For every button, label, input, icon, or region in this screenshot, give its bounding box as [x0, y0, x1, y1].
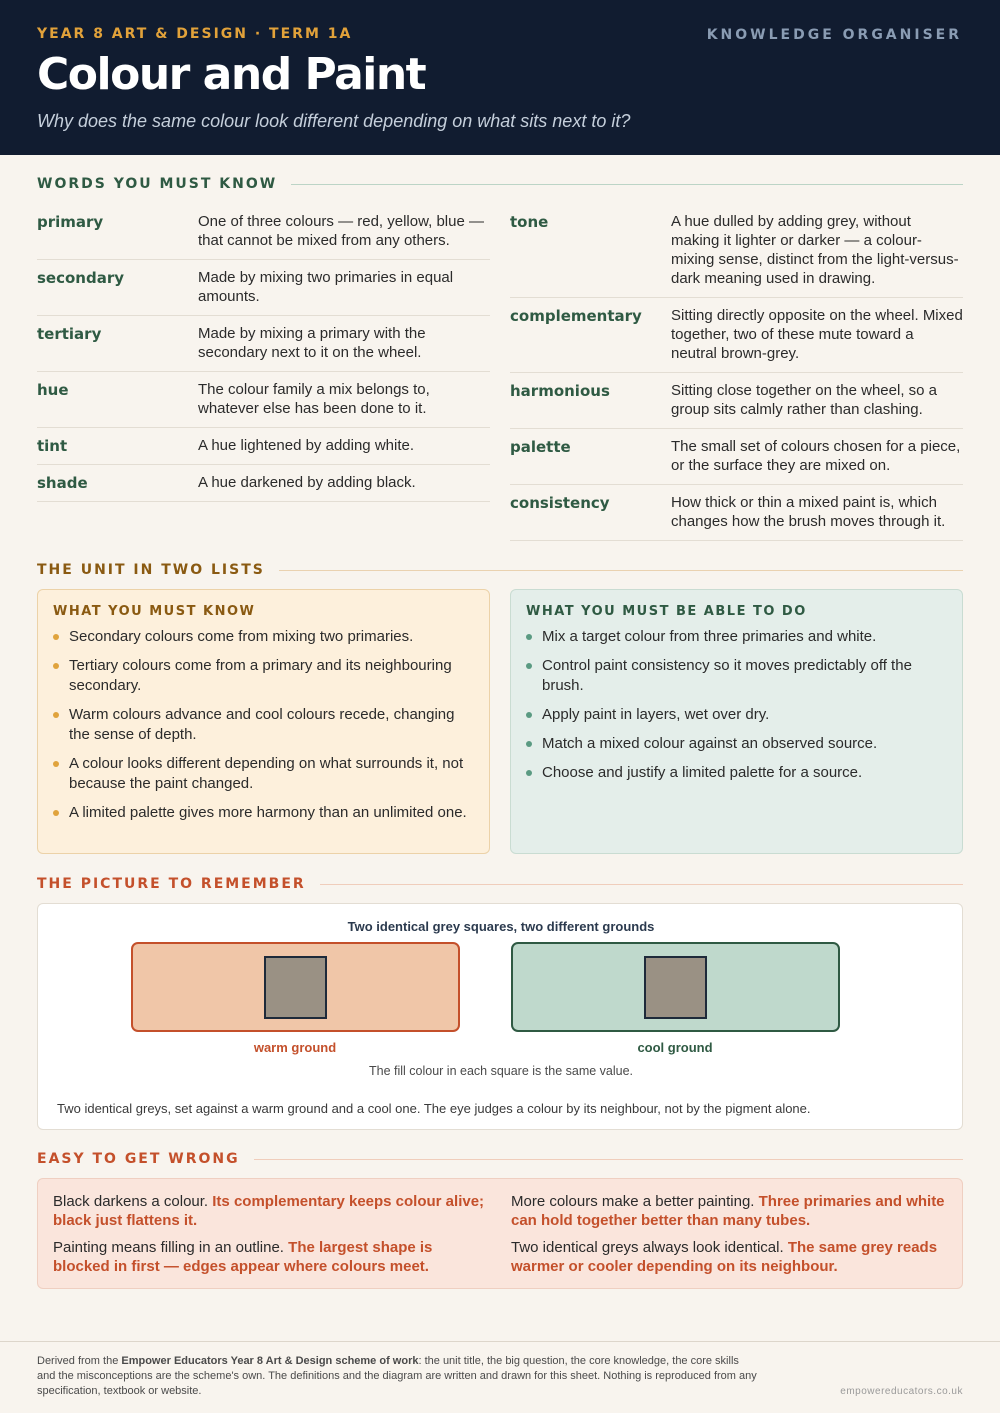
vocab-row	[37, 316, 490, 372]
misconception	[53, 1238, 493, 1276]
vocab-definition: Made by mixing two primaries in equal amounts.	[198, 269, 454, 305]
vocab-definition: Made by mixing a primary with the secondary next to it on the wheel.	[198, 325, 426, 361]
misconception	[53, 1192, 493, 1230]
vocab-term: tertiary	[37, 325, 102, 343]
vocab-term: secondary	[37, 269, 125, 287]
know-list	[53, 627, 474, 823]
vocab-row	[37, 260, 490, 316]
section-title-vocab	[37, 176, 963, 192]
vocab-definition: Sitting directly opposite on the wheel. Mixed together, two of these mute toward a neutral brown-grey.	[671, 307, 963, 362]
vocab-definition: The colour family a mix belongs to, whatever else has been done to it.	[198, 381, 430, 417]
list-item: Match a mixed colour against an observed source.	[526, 734, 947, 754]
grey-squares-diagram	[38, 904, 964, 1131]
section-title-lists-text: THE UNIT IN TWO LISTS	[37, 562, 265, 578]
list-item: A colour looks different depending on what surrounds it, not because the paint changed.	[53, 754, 474, 794]
vocab-definition: One of three colours — red, yellow, blue — that cannot be mixed from any others.	[198, 213, 484, 249]
list-item: Secondary colours come from mixing two primaries.	[53, 627, 474, 647]
do-box	[510, 589, 963, 854]
vocab-term: tint	[37, 437, 68, 455]
misconception-fix: Three primaries and white can hold together better than many tubes.	[511, 1193, 945, 1229]
vocab-left-column	[37, 204, 490, 502]
know-box	[37, 589, 490, 854]
list-item: Control paint consistency so it moves predictably off the brush.	[526, 656, 947, 696]
divider	[279, 570, 963, 571]
warm-ground-label: warm ground	[253, 1040, 337, 1055]
header	[0, 0, 1000, 155]
vocab-row	[510, 485, 963, 541]
list-item: A limited palette gives more harmony than an unlimited one.	[53, 803, 474, 823]
footer-pre: Derived from the	[37, 1355, 122, 1367]
footer-note	[37, 1354, 757, 1399]
vocab-row	[37, 204, 490, 260]
picture-caption: Two identical greys, set against a warm ground and a cool one. The eye judges a colour by its neighbour, not by the pigment alone.	[57, 1101, 811, 1116]
section-title-wrong	[37, 1151, 963, 1167]
misconception-fix: Its complementary keeps colour alive; black just flattens it.	[53, 1193, 485, 1229]
vocab-term: consistency	[510, 494, 610, 512]
vocab-row	[37, 465, 490, 502]
cool-ground-label: cool ground	[637, 1040, 713, 1055]
vocab-term: palette	[510, 438, 571, 456]
vocab-definition: A hue dulled by adding grey, without making it lighter or darker — a colour-mixing sense, distinct from the light-versus-dark meaning used in drawing.	[671, 213, 959, 287]
diagram-title: Two identical grey squares, two different grounds	[347, 919, 655, 934]
vocab-term: tone	[510, 213, 549, 231]
course-label: YEAR 8 ART & DESIGN · TERM 1A	[37, 26, 353, 42]
vocab-row	[37, 428, 490, 465]
vocab-row	[510, 204, 963, 298]
vocab-term: shade	[37, 474, 88, 492]
vocab-definition: A hue darkened by adding black.	[198, 474, 416, 491]
vocab-right-column	[510, 204, 963, 541]
misconception	[511, 1192, 951, 1230]
vocab-term: complementary	[510, 307, 642, 325]
footer-divider	[0, 1341, 1000, 1342]
picture-panel	[37, 903, 963, 1130]
list-item: Apply paint in layers, wet over dry.	[526, 705, 947, 725]
section-title-picture-text: THE PICTURE TO REMEMBER	[37, 876, 306, 892]
do-list	[526, 627, 947, 783]
misconception-claim: More colours make a better painting.	[511, 1193, 755, 1210]
list-item: Tertiary colours come from a primary and its neighbouring secondary.	[53, 656, 474, 696]
misconceptions-panel	[37, 1178, 963, 1289]
divider	[254, 1159, 963, 1160]
misconception-fix: The same grey reads warmer or cooler depending on its neighbour.	[511, 1239, 938, 1275]
vocab-term: harmonious	[510, 382, 610, 400]
diagram-note: The fill colour in each square is the same value.	[368, 1064, 634, 1078]
section-title-lists	[37, 562, 963, 578]
do-box-title: WHAT YOU MUST BE ABLE TO DO	[526, 604, 807, 619]
grey-square-warm	[265, 957, 326, 1018]
vocab-row	[37, 372, 490, 428]
big-question: Why does the same colour look different depending on what sits next to it?	[37, 110, 631, 131]
vocab-row	[510, 298, 963, 373]
misconception-fix: The largest shape is blocked in first — edges appear where colours meet.	[53, 1239, 433, 1275]
footer-post: : the unit title, the big question, the core knowledge, the core skills and the misconceptions are the scheme's own. The definitions and the diagram are written and drawn for this sheet. Nothing is reproduced from any specification, textbook or website.	[37, 1355, 757, 1397]
section-title-wrong-text: EASY TO GET WRONG	[37, 1151, 240, 1167]
vocab-term: primary	[37, 213, 104, 231]
vocab-definition: How thick or thin a mixed paint is, which changes how the brush moves through it.	[671, 494, 946, 530]
misconception-claim: Painting means filling in an outline.	[53, 1239, 284, 1256]
list-item: Warm colours advance and cool colours recede, changing the sense of depth.	[53, 705, 474, 745]
list-item: Mix a target colour from three primaries and white.	[526, 627, 947, 647]
vocab-definition: The small set of colours chosen for a piece, or the surface they are mixed on.	[671, 438, 961, 474]
divider	[320, 884, 963, 885]
know-box-title: WHAT YOU MUST KNOW	[53, 604, 256, 619]
misconception	[511, 1238, 951, 1276]
misconception-claim: Two identical greys always look identical.	[511, 1239, 784, 1256]
grey-square-cool	[645, 957, 706, 1018]
vocab-definition: Sitting close together on the wheel, so a group sits calmly rather than clashing.	[671, 382, 938, 418]
footer-source: Empower Educators Year 8 Art & Design scheme of work	[121, 1355, 419, 1367]
section-title-vocab-text: WORDS YOU MUST KNOW	[37, 176, 278, 192]
section-title-picture	[37, 876, 963, 892]
vocab-row	[510, 429, 963, 485]
page-title: Colour and Paint	[37, 49, 426, 100]
vocab-term: hue	[37, 381, 69, 399]
vocab-row	[510, 373, 963, 429]
document-type: KNOWLEDGE ORGANISER	[706, 27, 962, 43]
footer-website: empowereducators.co.uk	[840, 1386, 963, 1397]
list-item: Choose and justify a limited palette for a source.	[526, 763, 947, 783]
vocab-definition: A hue lightened by adding white.	[198, 437, 414, 454]
divider	[291, 184, 963, 185]
misconception-claim: Black darkens a colour.	[53, 1193, 209, 1210]
